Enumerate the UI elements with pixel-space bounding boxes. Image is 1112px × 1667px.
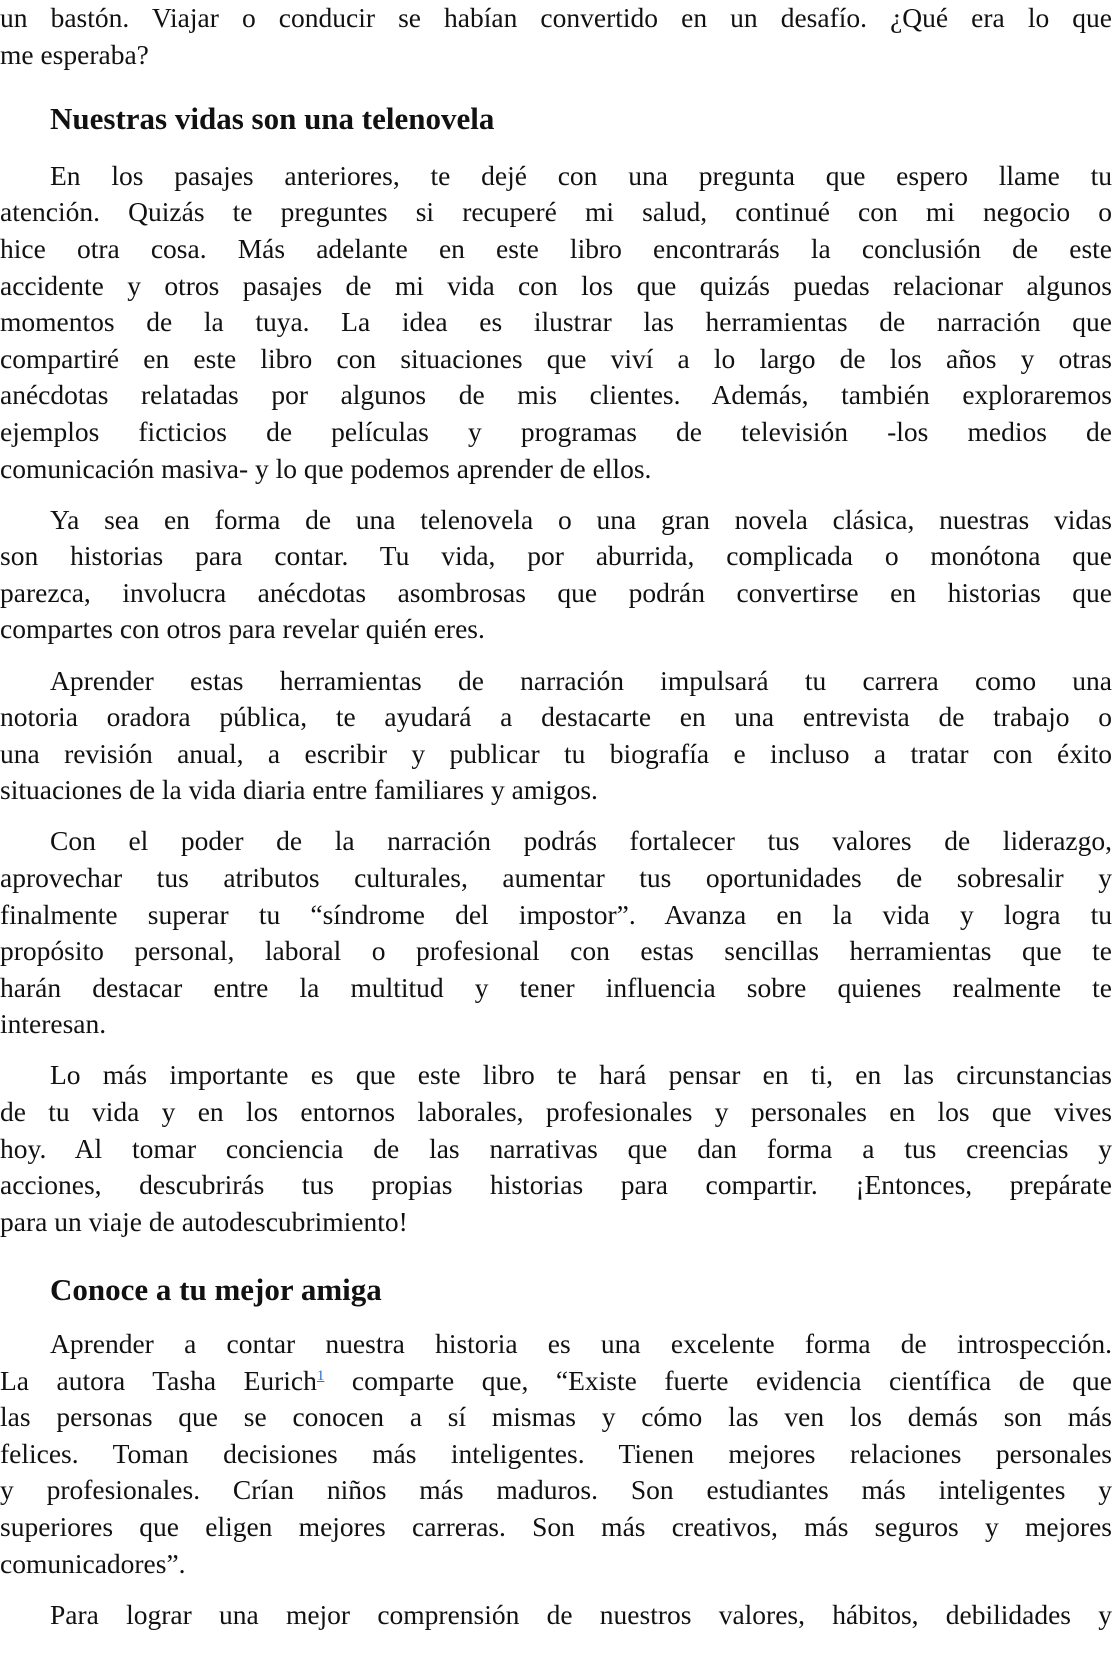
- text-line: me esperaba?: [0, 38, 149, 70]
- text-line: finalmente superar tu “síndrome del impostor”. Avanza en la vida y logra tu: [0, 898, 1112, 930]
- text-line: compartes con otros para revelar quién eres.: [0, 613, 485, 645]
- text-line: una revisión anual, a escribir y publicar tu biografía e incluso a tratar con éxito: [0, 737, 1112, 769]
- text-line: harán destacar entre la multitud y tener influencia sobre quienes realmente te: [0, 971, 1112, 1003]
- text-line: notoria oradora pública, te ayudará a destacarte en una entrevista de trabajo o: [0, 701, 1112, 733]
- text-line: y profesionales. Crían niños más maduros. Son estudiantes más inteligentes y: [0, 1474, 1112, 1506]
- text-line: superiores que eligen mejores carreras. Son más creativos, más seguros y mejores: [0, 1510, 1112, 1542]
- text-line: las personas que se conocen a sí mismas y cómo las ven los demás son más: [0, 1401, 1112, 1433]
- text-line: aprovechar tus atributos culturales, aumentar tus oportunidades de sobresalir y: [0, 861, 1112, 893]
- text-line: Lo más importante es que este libro te hará pensar en ti, en las circunstancias: [50, 1059, 1112, 1091]
- text-line: comunicación masiva- y lo que podemos aprender de ellos.: [0, 452, 652, 484]
- text-line: parezca, involucra anécdotas asombrosas que podrán convertirse en historias que: [0, 576, 1112, 608]
- text-line: accidente y otros pasajes de mi vida con los que quizás puedas relacionar algunos: [0, 269, 1112, 301]
- footnote-link[interactable]: 1: [316, 1367, 325, 1384]
- text-line: felices. Toman decisiones más inteligentes. Tienen mejores relaciones personales: [0, 1437, 1112, 1469]
- text-line: [0, 1363, 1112, 1400]
- text-line: atención. Quizás te preguntes si recuperé mi salud, continué con mi negocio o: [0, 196, 1112, 228]
- text-span: comparte que, “Existe fuerte evidencia científica de que: [324, 1364, 1112, 1396]
- text-line: Para lograr una mejor comprensión de nuestros valores, hábitos, debilidades y: [50, 1598, 1112, 1630]
- paragraph: [0, 1057, 1112, 1240]
- text-line: propósito personal, laboral o profesional con estas sencillas herramientas que te: [0, 935, 1112, 967]
- text-line: situaciones de la vida diaria entre familiares y amigos.: [0, 774, 598, 806]
- text-line: interesan.: [0, 1008, 107, 1040]
- section-body: [0, 158, 1112, 1241]
- paragraph: [0, 823, 1112, 1043]
- paragraph: [0, 502, 1112, 648]
- section-heading: Conoce a tu mejor amiga: [50, 1272, 382, 1308]
- text-line: comunicadores”.: [0, 1547, 186, 1579]
- text-line: acciones, descubrirás tus propias historias para compartir. ¡Entonces, prepárate: [0, 1169, 1112, 1201]
- text-line: hice otra cosa. Más adelante en este libro encontrarás la conclusión de este: [0, 232, 1112, 264]
- text-line: compartiré en este libro con situaciones que viví a lo largo de los años y otras: [0, 342, 1112, 374]
- paragraph: [0, 663, 1112, 809]
- text-line: En los pasajes anteriores, te dejé con una pregunta que espero llame tu: [50, 159, 1112, 191]
- paragraph: [0, 158, 1112, 487]
- text-line: Con el poder de la narración podrás fortalecer tus valores de liderazgo,: [50, 825, 1112, 857]
- text-line: hoy. Al tomar conciencia de las narrativas que dan forma a tus creencias y: [0, 1132, 1112, 1164]
- text-span: La autora Tasha Eurich: [0, 1364, 317, 1396]
- text-line: ejemplos ficticios de películas y programas de televisión -los medios de: [0, 415, 1112, 447]
- paragraph: [0, 1326, 1112, 1582]
- text-line: Aprender estas herramientas de narración impulsará tu carrera como una: [50, 664, 1112, 696]
- intro-paragraph: [0, 0, 1112, 73]
- text-line: para un viaje de autodescubrimiento!: [0, 1205, 408, 1237]
- section-heading: Nuestras vidas son una telenovela: [50, 101, 495, 137]
- text-line: Ya sea en forma de una telenovela o una gran novela clásica, nuestras vidas: [50, 503, 1112, 535]
- paragraph: [0, 1597, 1112, 1634]
- text-line: un bastón. Viajar o conducir se habían convertido en un desafío. ¿Qué era lo que: [0, 2, 1112, 33]
- text-line: de tu vida y en los entornos laborales, profesionales y personales en los que vives: [0, 1096, 1112, 1128]
- text-line: anécdotas relatadas por algunos de mis clientes. Además, también exploraremos: [0, 379, 1112, 411]
- text-line: momentos de la tuya. La idea es ilustrar las herramientas de narración que: [0, 306, 1112, 338]
- text-line: Aprender a contar nuestra historia es una excelente forma de introspección.: [50, 1328, 1112, 1359]
- text-line: son historias para contar. Tu vida, por aburrida, complicada o monótona que: [0, 540, 1112, 572]
